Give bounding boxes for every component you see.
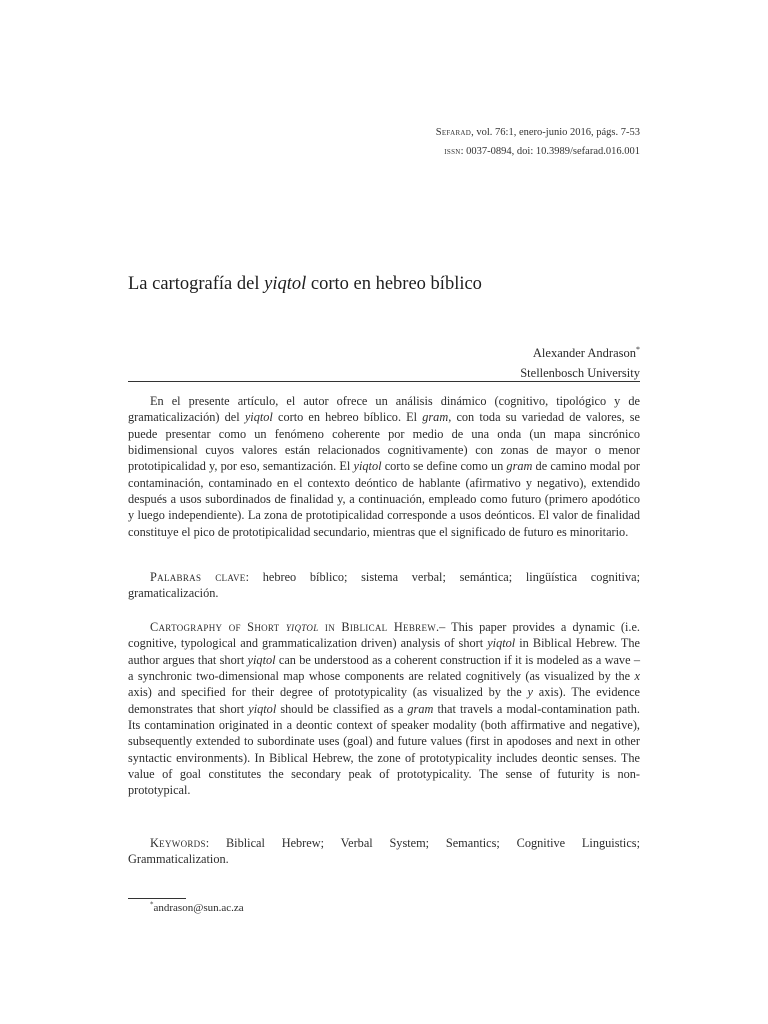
keywords-en-text: : Biblical Hebrew; Verbal System; Semantics; Cognitive Linguistics; Grammaticalization. — [128, 836, 640, 867]
abstract-en-text: axis) and specified for their degree of prototypicality (as visualized by the — [128, 685, 528, 700]
author-line — [520, 343, 640, 363]
abstract-es-text: corto se define como un — [381, 459, 507, 474]
keywords-en-label: Keywords — [150, 836, 206, 850]
footnote — [150, 902, 244, 914]
title-text-2: corto en hebreo bíblico — [306, 274, 482, 294]
article-title — [128, 274, 648, 295]
journal-name: Sefarad — [435, 127, 472, 138]
abstract-en-heading: in Biblical Hebrew — [318, 620, 437, 634]
keywords-spanish — [128, 569, 640, 602]
footnote-marker: * — [150, 900, 154, 909]
title-italic: yiqtol — [264, 274, 307, 294]
issn-doi: : 0037-0894, doi: 10.3989/sefarad.016.001 — [460, 146, 640, 157]
abstract-en-text: .– This paper provides a dynamic (i.e. cognitive, typological and grammaticalization driven) analysis of short — [128, 620, 640, 651]
issn-label: issn — [444, 146, 461, 157]
keywords-english — [128, 835, 640, 868]
citation-line — [436, 123, 640, 142]
footnote-rule — [128, 898, 186, 899]
abstract-en-italic: gram — [407, 701, 434, 716]
abstract-spanish — [128, 393, 640, 540]
abstract-en-italic: x — [634, 669, 640, 684]
abstract-en-text: that travels a modal-contamination path. Its contamination originated in a deontic context of speaker modality (both affirmative and negative), subsequently extended to subordinate uses (goal) and future values (first in apodoses and next in other syntactic environments). In Biblical Hebrew, the zone of prototypicality includes deontic senses. The value of goal constitutes the secondary peak of prototypicality. The sense of futurity is non-prototypical. — [128, 701, 640, 798]
citation-details: , vol. 76:1, enero-junio 2016, págs. 7-53 — [471, 127, 640, 138]
abstract-es-italic: gram — [506, 459, 533, 474]
abstract-en-text: in Biblical Hebrew. The author argues that short — [128, 636, 641, 667]
author-name: Alexander Andrason — [532, 346, 636, 360]
abstract-en-italic: yiqtol — [248, 701, 277, 716]
abstract-es-text: , con toda su variedad de valores, se puede presentar como un fenómeno coherente por medio de una onda (un mapa sincrónico bidimensional cuyos valores están relacionados cognitivamente) con zonas de mayor o menor prototipicalidad y, por eso, semantización. El — [128, 410, 640, 474]
abstract-en-italic: yiqtol — [247, 652, 276, 667]
abstract-en-italic: yiqtol — [487, 636, 516, 651]
author-email: andrason@sun.ac.za — [153, 902, 244, 914]
abstract-en-heading-italic: yiqtol — [285, 620, 319, 634]
abstract-en-text: axis). The evidence demonstrates that short — [128, 685, 640, 716]
abstract-en-text: should be classified as a — [276, 701, 408, 716]
abstract-en-heading: Cartography of Short — [150, 620, 286, 634]
abstract-es-italic: gram — [422, 410, 449, 425]
header-rule — [128, 381, 640, 382]
abstract-es-italic: yiqtol — [353, 459, 382, 474]
title-text-1: La cartografía del — [128, 274, 265, 294]
abstract-es-text: corto en hebreo bíblico. El — [272, 410, 423, 425]
abstract-en-italic: y — [527, 685, 533, 700]
author-footnote-marker: * — [636, 344, 640, 354]
author-block — [520, 343, 640, 383]
author-affiliation: Stellenbosch University — [520, 366, 640, 380]
issn-line — [436, 142, 640, 161]
abstract-es-text: En el presente artículo, el autor ofrece un análisis dinámico (cognitivo, tipológico y de gramaticalización) del — [128, 394, 640, 425]
abstract-es-italic: yiqtol — [244, 410, 273, 425]
abstract-english — [128, 619, 640, 799]
keywords-es-label: Palabras clave — [150, 570, 246, 584]
abstract-es-text: de camino modal por contaminación, contaminado en el contexto deóntico de hablante (afirmativo y negativo), extendido después a usos subordinados de finalidad y, a continuación, empleado como futuro (primero apodótico y luego independiente). La zona de prototipicalidad corresponde a usos deónticos. El valor de finalidad constituye el pico de prototipicalidad secundario, mientras que el significado de futuro es minoritario. — [128, 459, 641, 539]
keywords-es-text: : hebreo bíblico; sistema verbal; semántica; lingüística cognitiva; gramaticalización. — [128, 570, 640, 601]
journal-header — [436, 123, 640, 161]
abstract-en-text: can be understood as a coherent construction if it is modeled as a wave – a synchronic two-dimensional map whose components are related cognitively (as visualized by the — [128, 652, 640, 684]
